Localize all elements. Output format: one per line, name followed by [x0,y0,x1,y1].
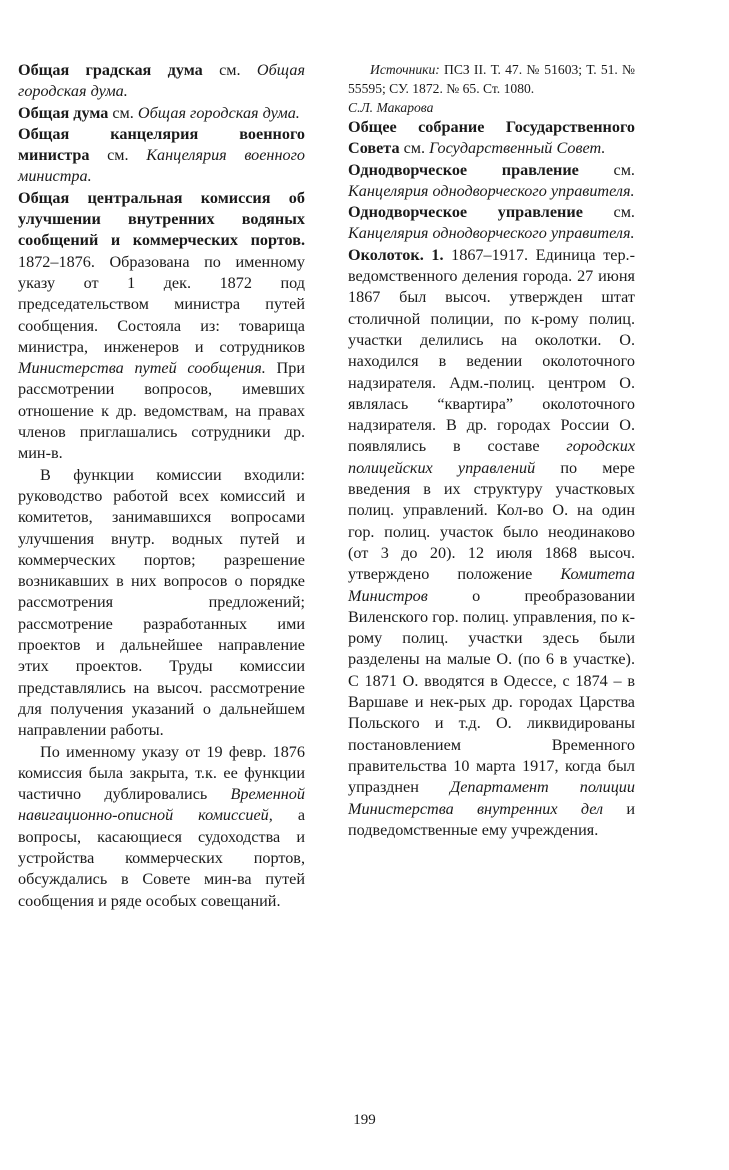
right-column [348,60,635,841]
entry-obshchaya-tsentralnaya-komissiya [18,188,305,912]
cross-reference: Министерства путей сообщения. [18,359,266,378]
paragraph [18,188,305,465]
entry-heading: Общая центральная комиссия об улучшении внутренних водяных сообщений и коммерческих портов. [18,188,305,250]
cross-reference: Государственный Совет. [429,139,606,158]
cross-reference: Канцелярия военного министра. [18,146,305,186]
left-column [18,60,305,912]
entry-heading: Околоток. 1. [348,245,444,264]
page-number: 199 [353,1112,376,1128]
body-text: По именному указу от 19 февр. 1876 комиссия была закрыта, т.к. ее функции частично дублировались [18,742,305,804]
cross-reference: Общая городская дума. [18,61,305,101]
see-text: см. [108,103,138,122]
cross-reference: Департамент полиции Министерства внутренних дел [348,778,635,818]
entry-obshchee-sobranie [348,117,635,160]
entry-obshchaya-gradskaya-duma [18,60,305,103]
see-text: см. [582,203,635,222]
cross-reference: Временной навигационно-описной комиссией, [18,785,305,825]
entry-heading: Общее собрание Государственного Совета [348,118,635,158]
sources-text: ПСЗ II. Т. 47. № 51603; Т. 51. № 55595; СУ. 1872. № 65. Ст. 1080. [348,62,635,96]
entry-okolotok [348,245,635,841]
see-text: см. [578,160,635,179]
body-text: по мере введения в их структуру участковых полиц. управлений. Кол-во О. на один гор. полиц. участок было неодинаково (от 3 до 20). 12 июля 1868 высоч. утверждено положение [348,458,635,584]
entry-heading: Однодворческое управление [348,203,583,222]
paragraph: В функции комиссии входили: руководство работой всех комиссий и комитетов, занимавшихся вопросами улучшения внутр. водных путей и коммерческих портов; разрешение возникавших в них вопросов о порядке рассмотрения предложений; рассмотрение разработанных ими проектов и дальнейшее направление этих проектов. Труды комиссии представлялись на высоч. рассмотрение для получения указаний о дальнейшем направлении работы. [18,465,305,740]
cross-reference: городских полицейских управлений [348,437,635,477]
body-text: При рассмотрении вопросов, имевших отношение к др. ведомствам, на правах членов приглашались сотрудники др. мин-в. [18,359,305,463]
entry-odnodvorcheskoe-upravlenie [348,202,635,245]
cross-reference: Канцелярия однодворческого управителя. [348,224,635,243]
body-text: о преобразовании Виленского гор. полиц. управления, по к-рому полиц. участки здесь были разделены на малые О. (по 6 в участке). С 1871 О. вводятся в Одессе, с 1874 – в Варшаве и нек-рых др. городах Царства Польского и т.д. О. ликвидированы постановлением Временного правительства 10 марта 1917, когда был упразднен [348,586,635,797]
entry-odnodvorcheskoe-pravlenie [348,160,635,203]
entry-heading: Общая канцелярия военного министра [18,124,305,165]
paragraph [18,742,305,912]
body-text: 1867–1917. Единица тер.-ведомственного деления города. 27 июня 1867 был высоч. утвержден штат столичной полиции, по к-рому полиц. участки делились на околотки. О. находился в ведении околоточного надзирателя. Адм.-полиц. центром О. являлась “квартира” околоточного надзирателя. В др. городах России О. появлялись в составе [348,245,635,456]
see-text: см. [89,146,147,165]
cross-reference: Канцелярия однодворческого управителя. [348,181,635,200]
body-text: и подведомственные ему учреждения. [348,799,635,839]
body-text: а вопросы, касающиеся судоходства и устройства коммерческих портов, обсуждались в Совете мин-ва путей сообщения и ряде особых совещаний. [18,806,305,910]
see-text: см. [399,139,430,158]
see-text: см. [202,61,257,79]
entry-heading: Общая градская дума [18,61,203,79]
sources-label: Источники: [370,62,440,77]
entry-obshchaya-kantselyariya [18,124,305,188]
author-signature: С.Л. Макарова [348,100,434,115]
entry-heading: Общая дума [18,103,109,122]
cross-reference: Комитета Министров [348,565,635,605]
cross-reference: Общая городская дума. [137,103,300,122]
entry-heading: Однодворческое правление [348,160,579,179]
sources [348,60,635,98]
entry-obshchaya-duma [18,103,305,124]
body-text: 1872–1876. Образована по именному указу от 1 дек. 1872 под председательством министра путей сообщения. Состояла из: товарища министра, инженеров и сотрудников [18,252,305,356]
